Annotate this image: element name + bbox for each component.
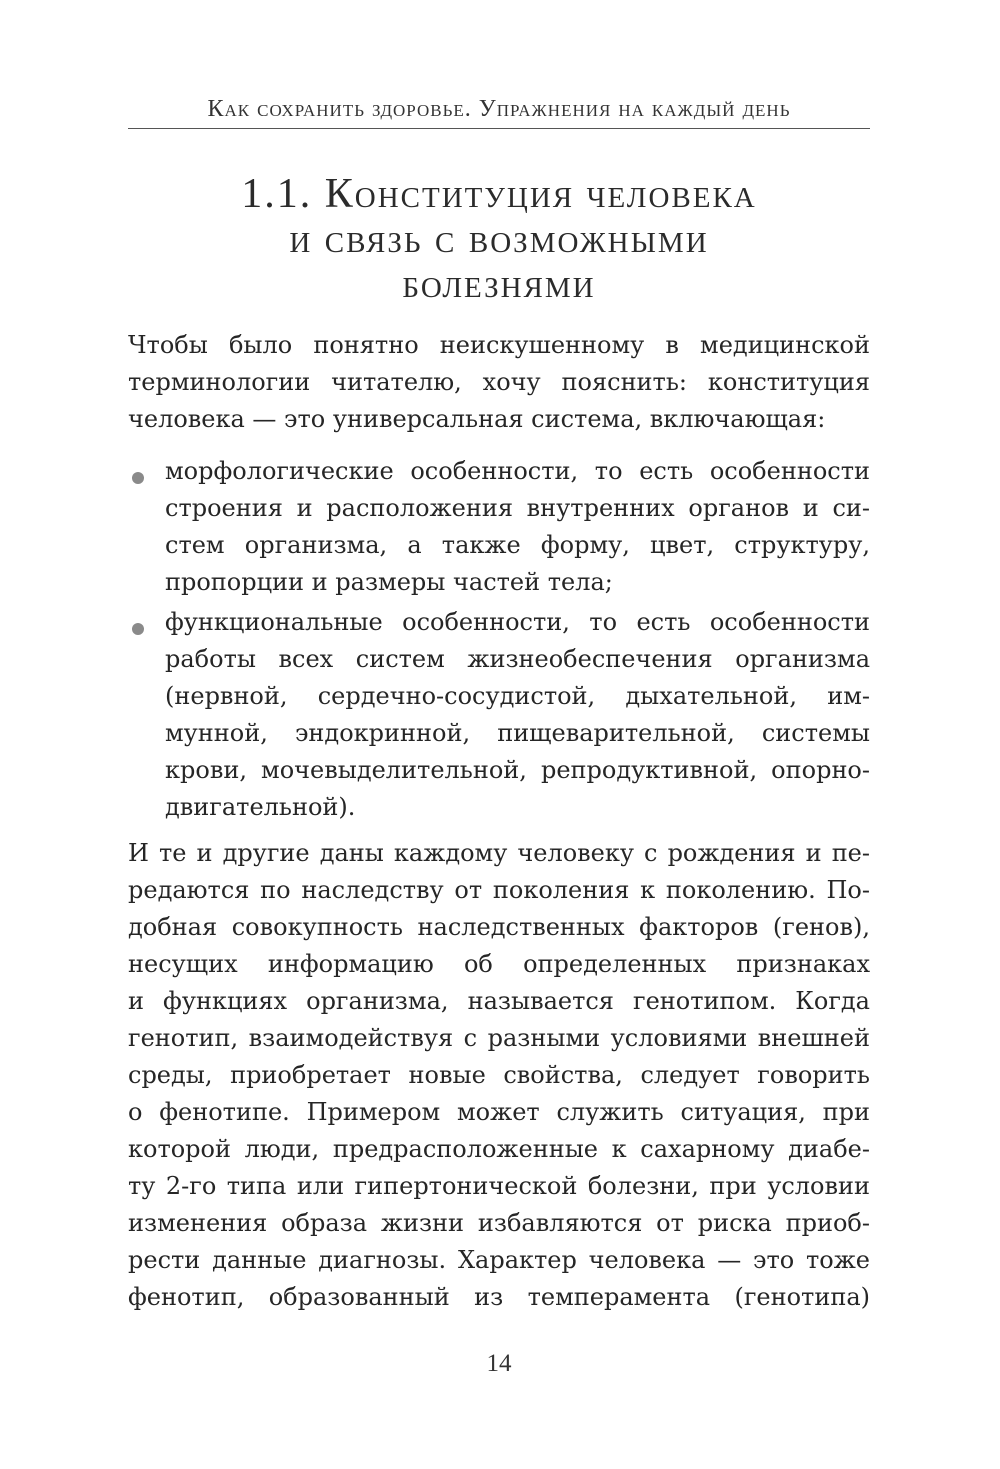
bullet-dot-icon [132,472,144,484]
bullet-text [165,604,870,826]
text-line: терминологии читателю, хочу пояснить: конституция [128,368,870,396]
text-line: и функциях организма, называется генотипом. Когда [128,987,870,1015]
chapter-title-line: болезнями [402,261,596,307]
running-head: Как сохранить здоровье. Упражнения на каждый день [207,96,791,122]
text-line: добная совокупность наследственных факторов (генов), [128,913,870,941]
page-number: 14 [486,1350,512,1377]
text-line: редаются по наследству от поколения к поколению. По- [128,876,870,904]
text-line: И те и другие даны каждому человеку с рождения и пе- [128,839,870,867]
text-line: изменения образа жизни избавляются от риска приоб- [128,1209,870,1237]
body-paragraph [128,835,870,1316]
bullet-text [165,453,870,601]
text-line: работы всех систем жизнеобеспечения организма [165,645,870,673]
text-line: мунной, эндокринной, пищеварительной, системы [165,719,870,747]
text-line: человека — это универсальная система, включающая: [128,405,826,433]
text-line: о фенотипе. Примером может служить ситуация, при [128,1098,870,1126]
text-line: пропорции и размеры частей тела; [165,568,613,596]
text-line: двигательной). [165,793,356,821]
text-line: крови, мочевыделительной, репродуктивной, опорно- [165,756,870,784]
text-line: среды, приобретает новые свойства, следует говорить [128,1061,870,1089]
intro-paragraph [128,327,870,438]
text-line: рести данные диагнозы. Характер человека — это тоже [128,1246,870,1274]
text-line: (нервной, сердечно-сосудистой, дыхательной, им- [165,682,870,710]
text-line: которой люди, предрасположенные к сахарному диабе- [128,1135,870,1163]
book-page [128,0,870,1469]
text-line: морфологические особенности, то есть особенности [165,457,870,485]
text-line: Чтобы было понятно неискушенному в медицинской [128,331,870,359]
text-line: функциональные особенности, то есть особенности [165,608,870,636]
text-line: фенотип, образованный из темперамента (генотипа) [128,1283,870,1311]
text-line: несущих информацию об определенных признаках [128,950,870,978]
header-rule [128,128,870,129]
text-line: ту 2-го типа или гипертонической болезни, при условии [128,1172,870,1200]
text-line: строения и расположения внутренних органов и си- [165,494,870,522]
text-line: стем организма, а также форму, цвет, структуру, [165,531,870,559]
chapter-title-line: и связь с возможными [289,216,709,262]
chapter-title-line: 1.1. Конституция человека [241,171,757,217]
chapter-title [128,172,870,307]
bullet-dot-icon [132,623,144,635]
text-line: генотип, взаимодействуя с разными условиями внешней [128,1024,870,1052]
